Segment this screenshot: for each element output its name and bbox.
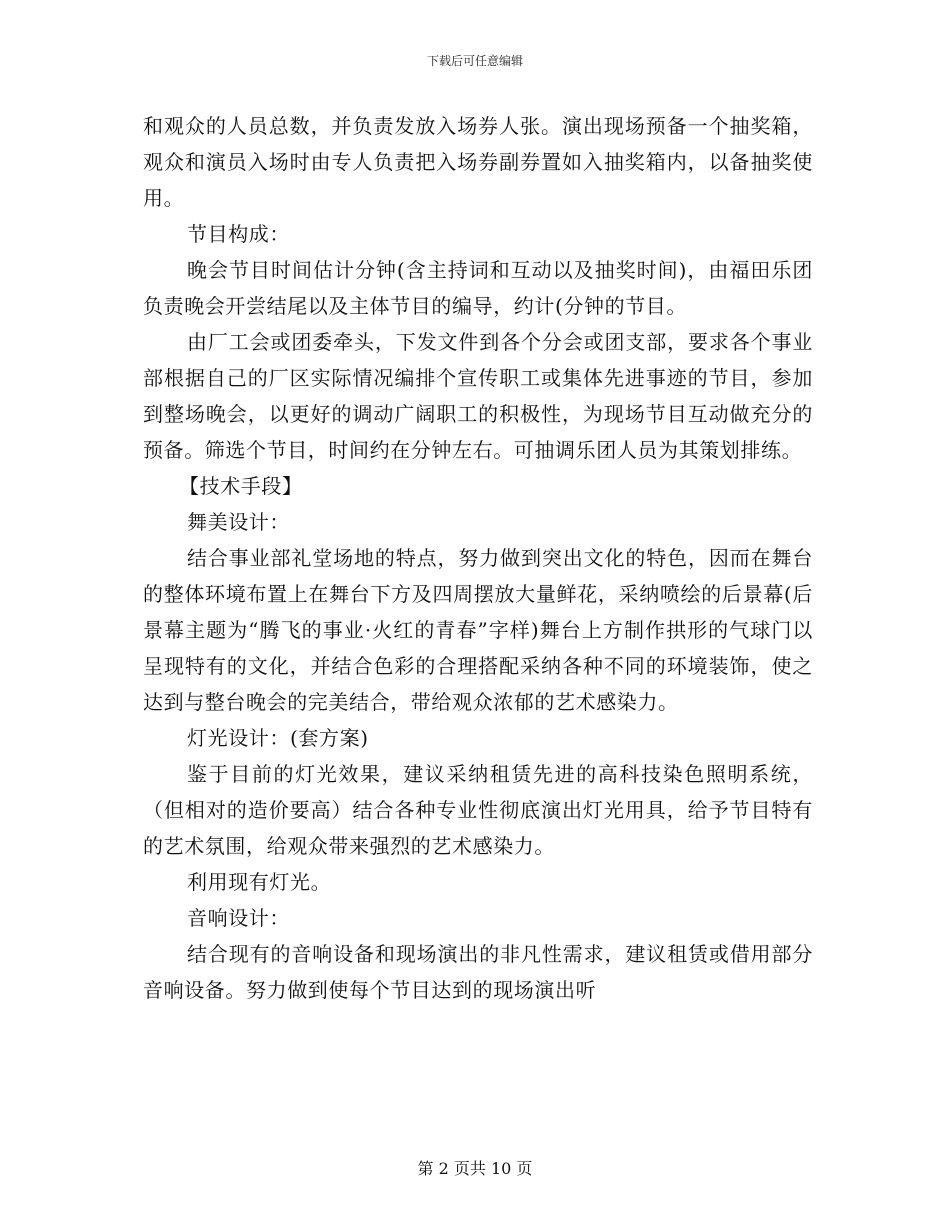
paragraph-sound-design: 结合现有的音响设备和现场演出的非凡性需求，建议租赁或借用部分音响设备。努力做到使每个节目达到的现场演出听 bbox=[143, 942, 813, 1002]
heading-technical-means: 【技术手段】 bbox=[179, 474, 303, 498]
heading-stage-design: 舞美设计： bbox=[187, 510, 290, 534]
page-number: 第 2 页共 10 页 bbox=[417, 1159, 533, 1178]
page-header: 下载后可任意编辑 bbox=[426, 54, 523, 68]
paragraph-existing-lighting: 利用现有灯光。 bbox=[187, 870, 332, 894]
paragraph-stage-design: 结合事业部礼堂场地的特点，努力做到突出文化的特色，因而在舞台的整体环境布置上在舞台下方及四周摆放大量鲜花，采纳喷绘的后景幕(后景幕主题为“腾飞的事业·火红的青春”字样)舞台上方制作拱形的气球门以呈现特有的文化，并结合色彩的合理搭配采纳各种不同的环境装饰，使之达到与整台晚会的完美结合，带给观众浓郁的艺术感染力。 bbox=[143, 546, 813, 714]
heading-lighting-design: 灯光设计：(套方案) bbox=[187, 726, 369, 750]
paragraph-lighting-design: 鉴于目前的灯光效果，建议采纳租赁先进的高科技染色照明系统，（但相对的造价要高）结合各种专业性彻底演出灯光用具，给予节目特有的艺术氛围，给观众带来强烈的艺术感染力。 bbox=[143, 762, 813, 858]
paragraph-program-time: 晚会节目时间估计分钟(含主持词和互动以及抽奖时间)，由福田乐团负责晚会开尝结尾以及主体节目的编导，约计(分钟的节目。 bbox=[143, 258, 813, 318]
paragraph-continued: 和观众的人员总数，并负责发放入场券人张。演出现场预备一个抽奖箱，观众和演员入场时由专人负责把入场券副券置如入抽奖箱内，以备抽奖使用。 bbox=[143, 114, 813, 210]
document-body bbox=[143, 108, 813, 1008]
heading-sound-design: 音响设计： bbox=[187, 906, 290, 930]
paragraph-union-organize: 由厂工会或团委牵头，下发文件到各个分会或团支部，要求各个事业部根据自己的厂区实际情况编排个宣传职工或集体先进事迹的节目，参加到整场晚会，以更好的调动广阔职工的积极性，为现场节目互动做充分的预备。筛选个节目，时间约在分钟左右。可抽调乐团人员为其策划排练。 bbox=[143, 330, 813, 462]
heading-program-structure: 节目构成： bbox=[187, 222, 290, 246]
